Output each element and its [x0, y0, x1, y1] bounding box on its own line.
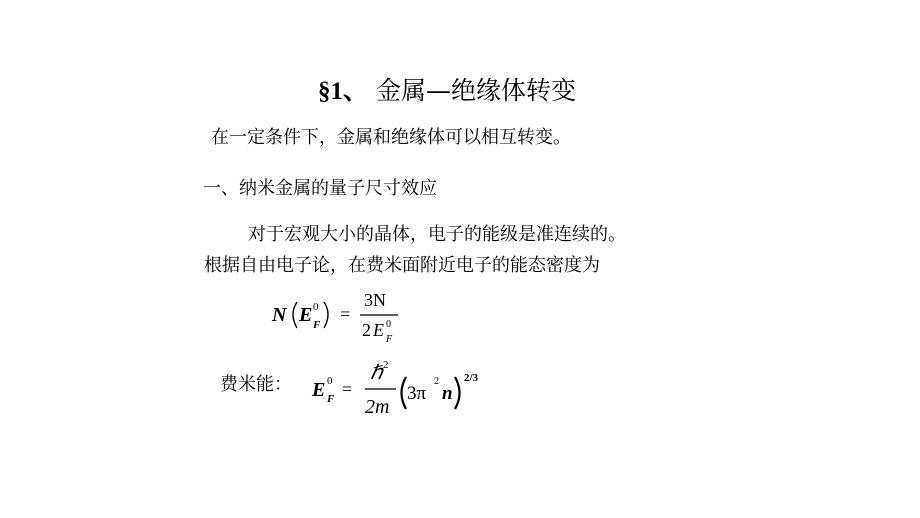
- fermi-e-subscript: F: [327, 393, 335, 405]
- density-n: n: [442, 383, 453, 404]
- fermi-exponent: 2/3: [464, 372, 479, 384]
- fermi-equals: =: [342, 379, 353, 399]
- density-of-states-formula: [270, 289, 420, 349]
- formula-equals: =: [340, 304, 351, 324]
- fermi-left-paren: [402, 377, 407, 409]
- formula-e-superscript: 0: [313, 301, 319, 313]
- section-mark: §1、: [318, 78, 369, 105]
- fermi-denominator: 2m: [365, 396, 390, 418]
- hbar-superscript: 2: [383, 359, 389, 371]
- right-paren: [324, 302, 328, 328]
- fermi-energy-label: 费米能：: [220, 374, 292, 395]
- fraction-numerator: 3N: [364, 290, 386, 310]
- three-pi: 3π: [407, 383, 427, 404]
- fermi-right-paren: [455, 377, 460, 409]
- denominator-coef: 2: [362, 320, 371, 340]
- section-heading: 一、纳米金属的量子尺寸效应: [203, 178, 437, 199]
- left-paren: [293, 302, 297, 328]
- hbar-symbol: ℏ: [370, 362, 383, 384]
- formula-n-symbol: N: [272, 304, 287, 326]
- fermi-e-superscript: 0: [327, 375, 333, 387]
- title-text: 金属—绝缘体转变: [375, 76, 576, 105]
- fermi-energy-formula: [308, 355, 508, 425]
- pi-superscript: 2: [434, 376, 439, 387]
- intro-text: 在一定条件下，金属和绝缘体可以相互转变。: [211, 127, 571, 148]
- paragraph-line-2: 根据自由电子论，在费米面附近电子的能态密度为: [204, 255, 600, 276]
- slide-title: [318, 78, 576, 104]
- paragraph-line-1: 对于宏观大小的晶体，电子的能级是准连续的。: [248, 224, 626, 245]
- fermi-e-symbol: E: [312, 379, 326, 401]
- denominator-superscript: 0: [386, 319, 391, 330]
- denominator-e: E: [373, 320, 384, 340]
- formula-e-symbol: E: [299, 304, 313, 326]
- denominator-subscript: F: [386, 334, 393, 345]
- formula-e-subscript: F: [313, 319, 321, 331]
